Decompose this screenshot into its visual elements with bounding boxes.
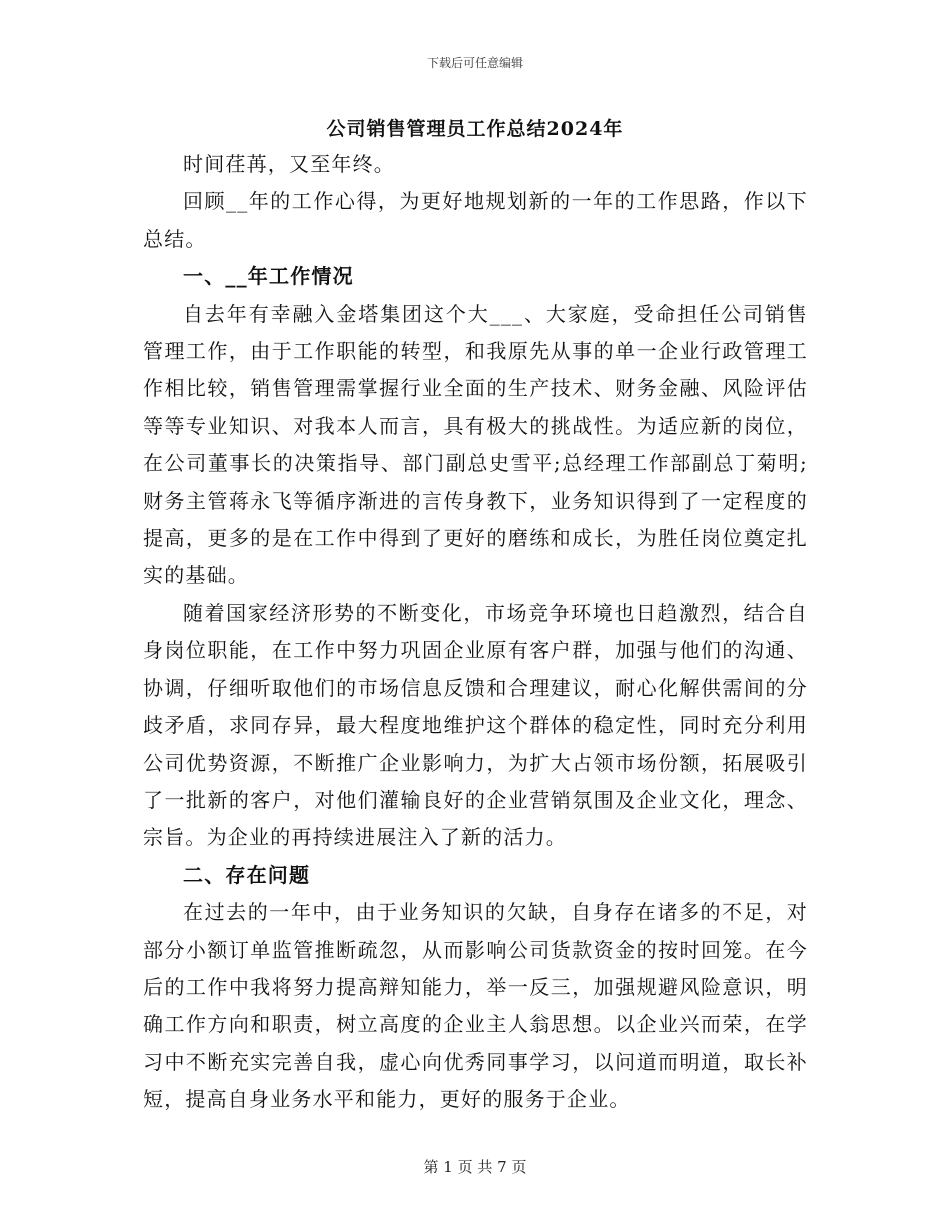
section-heading-work-status: 一、__年工作情况: [183, 264, 354, 289]
document-body: [143, 146, 808, 1119]
page-footer: 第 1 页 共 7 页: [423, 1158, 527, 1176]
paragraph-work-status-1: 自去年有幸融入金塔集团这个大___、大家庭，受命担任公司销售管理工作，由于工作职能的转型，和我原先从事的单一企业行政管理工作相比较，销售管理需掌握行业全面的生产技术、财务金融、风险评估等等专业知识、对我本人而言，具有极大的挑战性。为适应新的岗位，在公司董事长的决策指导、部门副总史雪平;总经理工作部副总丁菊明;财务主管蒋永飞等循序渐进的言传身教下，业务知识得到了一定程度的提高，更多的是在工作中得到了更好的磨练和成长，为胜任岗位奠定扎实的基础。: [143, 301, 808, 588]
header-note: 下载后可任意编辑: [426, 56, 523, 70]
document-title: 公司销售管理员工作总结2024年: [326, 118, 624, 140]
paragraph-problems: 在过去的一年中，由于业务知识的欠缺，自身存在诸多的不足，对部分小额订单监管推断疏忽，从而影响公司货款资金的按时回笼。在今后的工作中我将努力提高辩知能力，举一反三，加强规避风险意识，明确工作方向和职责，树立高度的企业主人翁思想。以企业兴而荣，在学习中不断充实完善自我，虚心向优秀同事学习，以问道而明道，取长补短，提高自身业务水平和能力，更好的服务于企业。: [143, 900, 808, 1112]
section-heading-problems: 二、存在问题: [183, 862, 311, 887]
paragraph-opening: 时间荏苒，又至年终。: [183, 152, 395, 176]
paragraph-work-status-2: 随着国家经济形势的不断变化，市场竞争环境也日趋激烈，结合自身岗位职能，在工作中努力巩固企业原有客户群，加强与他们的沟通、协调，仔细听取他们的市场信息反馈和合理建议，耐心化解供需间的分歧矛盾，求同存异，最大程度地维护这个群体的稳定性，同时充分利用公司优势资源，不断推广企业影响力，为扩大占领市场份额，拓展吸引了一批新的客户，对他们灌输良好的企业营销氛围及企业文化，理念、宗旨。为企业的再持续进展注入了新的活力。: [143, 600, 808, 850]
paragraph-review: 回顾__年的工作心得，为更好地规划新的一年的工作思路，作以下总结。: [143, 189, 808, 251]
